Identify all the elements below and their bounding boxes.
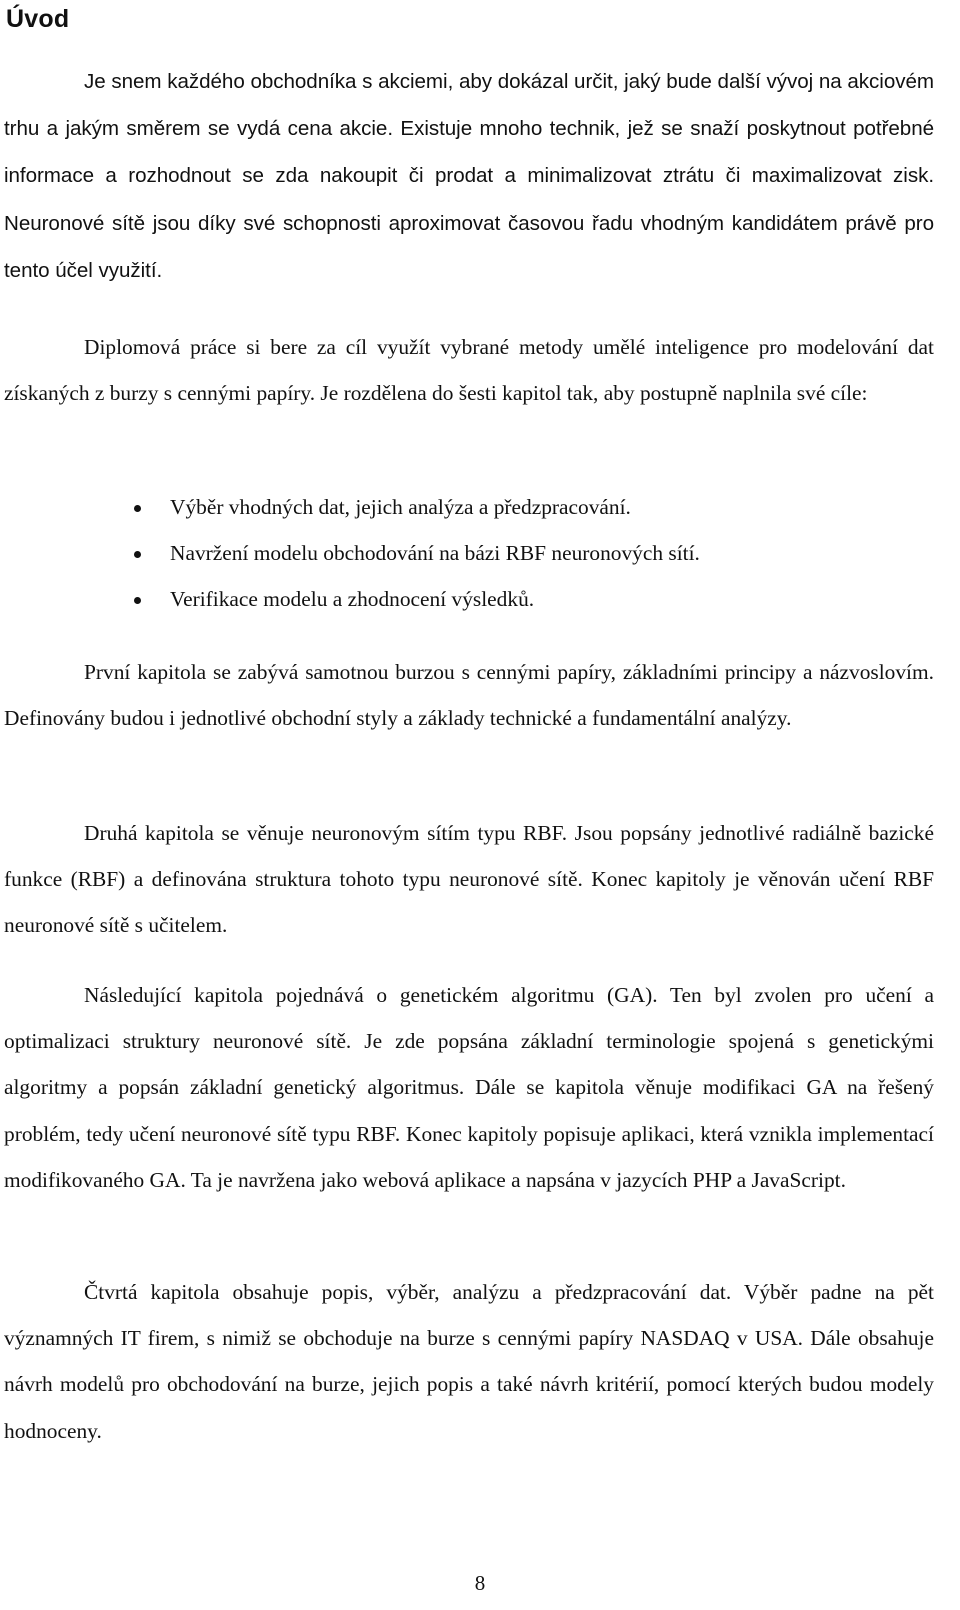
- section-heading: Úvod: [6, 5, 70, 33]
- paragraph-intro-neural-text: Neuronové sítě jsou díky své schopnosti aproximovat časovou řadu vhodným kandidátem právě pro tento účel využití.: [4, 211, 934, 282]
- list-item: [0, 484, 700, 530]
- goals-list: [0, 484, 700, 623]
- paragraph-goals: Diplomová práce si bere za cíl využít vybrané metody umělé inteligence pro modelování dat získaných z burzy s cennými papíry. Je rozdělena do šesti kapitol tak, aby postupně naplnila své cíle:: [4, 335, 934, 406]
- paragraph-chapter-3: Následující kapitola pojednává o genetickém algoritmu (GA). Ten byl zvolen pro učení a optimalizaci struktury neuronové sítě. Je zde popsána základní terminologie spojená s genetickými algoritmy a popsán základní genetický algoritmus. Dále se kapitola věnuje modifikaci GA na řešený problém, tedy učení neuronové sítě typu RBF. Konec kapitoly popisuje aplikaci, která vznikla implementací modifikovaného GA. Ta je navržena jako webová aplikace a napsána v jazycích PHP a JavaScript.: [4, 983, 934, 1192]
- paragraph-chapter-4: Čtvrtá kapitola obsahuje popis, výběr, analýzu a předzpracování dat. Výběr padne na pět významných IT firem, s nimiž se obchoduje na burze s cennými papíry NASDAQ v USA. Dále obsahuje návrh modelů pro obchodování na burze, jejich popis a také návrh kritérií, pomocí kterých budou modely hodnoceny.: [4, 1280, 934, 1443]
- list-item: [0, 576, 700, 622]
- paragraph-chapter-2: Druhá kapitola se věnuje neuronovým sítím typu RBF. Jsou popsány jednotlivé radiálně bazické funkce (RBF) a definována struktura tohoto typu neuronové sítě. Konec kapitoly je věnován učení RBF neuronové sítě s učitelem.: [4, 821, 934, 938]
- page-number: 8: [474, 1571, 486, 1595]
- list-item: [0, 530, 700, 576]
- bullet-icon: [134, 551, 141, 558]
- list-item-text: Výběr vhodných dat, jejich analýza a předzpracování.: [170, 495, 631, 519]
- paragraph-intro-sans-text: Je snem každého obchodníka s akciemi, aby dokázal určit, jaký bude další vývoj na akciovém trhu a jakým směrem se vydá cena akcie. Existuje mnoho technik, jež se snaží poskytnout potřebné informace a rozhodnout se zda nakoupit či prodat a minimalizovat ztrátu či maximalizovat zisk.: [4, 70, 934, 188]
- bullet-icon: [134, 597, 141, 604]
- list-item-text: Verifikace modelu a zhodnocení výsledků.: [170, 587, 535, 612]
- paragraph-intro: [4, 58, 934, 294]
- bullet-icon: [134, 505, 141, 512]
- paragraph-chapter-1: První kapitola se zabývá samotnou burzou s cennými papíry, základními principy a názvoslovím. Definovány budou i jednotlivé obchodní styly a základy technické a fundamentální analýzy.: [4, 660, 934, 731]
- list-item-text: Navržení modelu obchodování na bázi RBF neuronových sítí.: [170, 541, 700, 566]
